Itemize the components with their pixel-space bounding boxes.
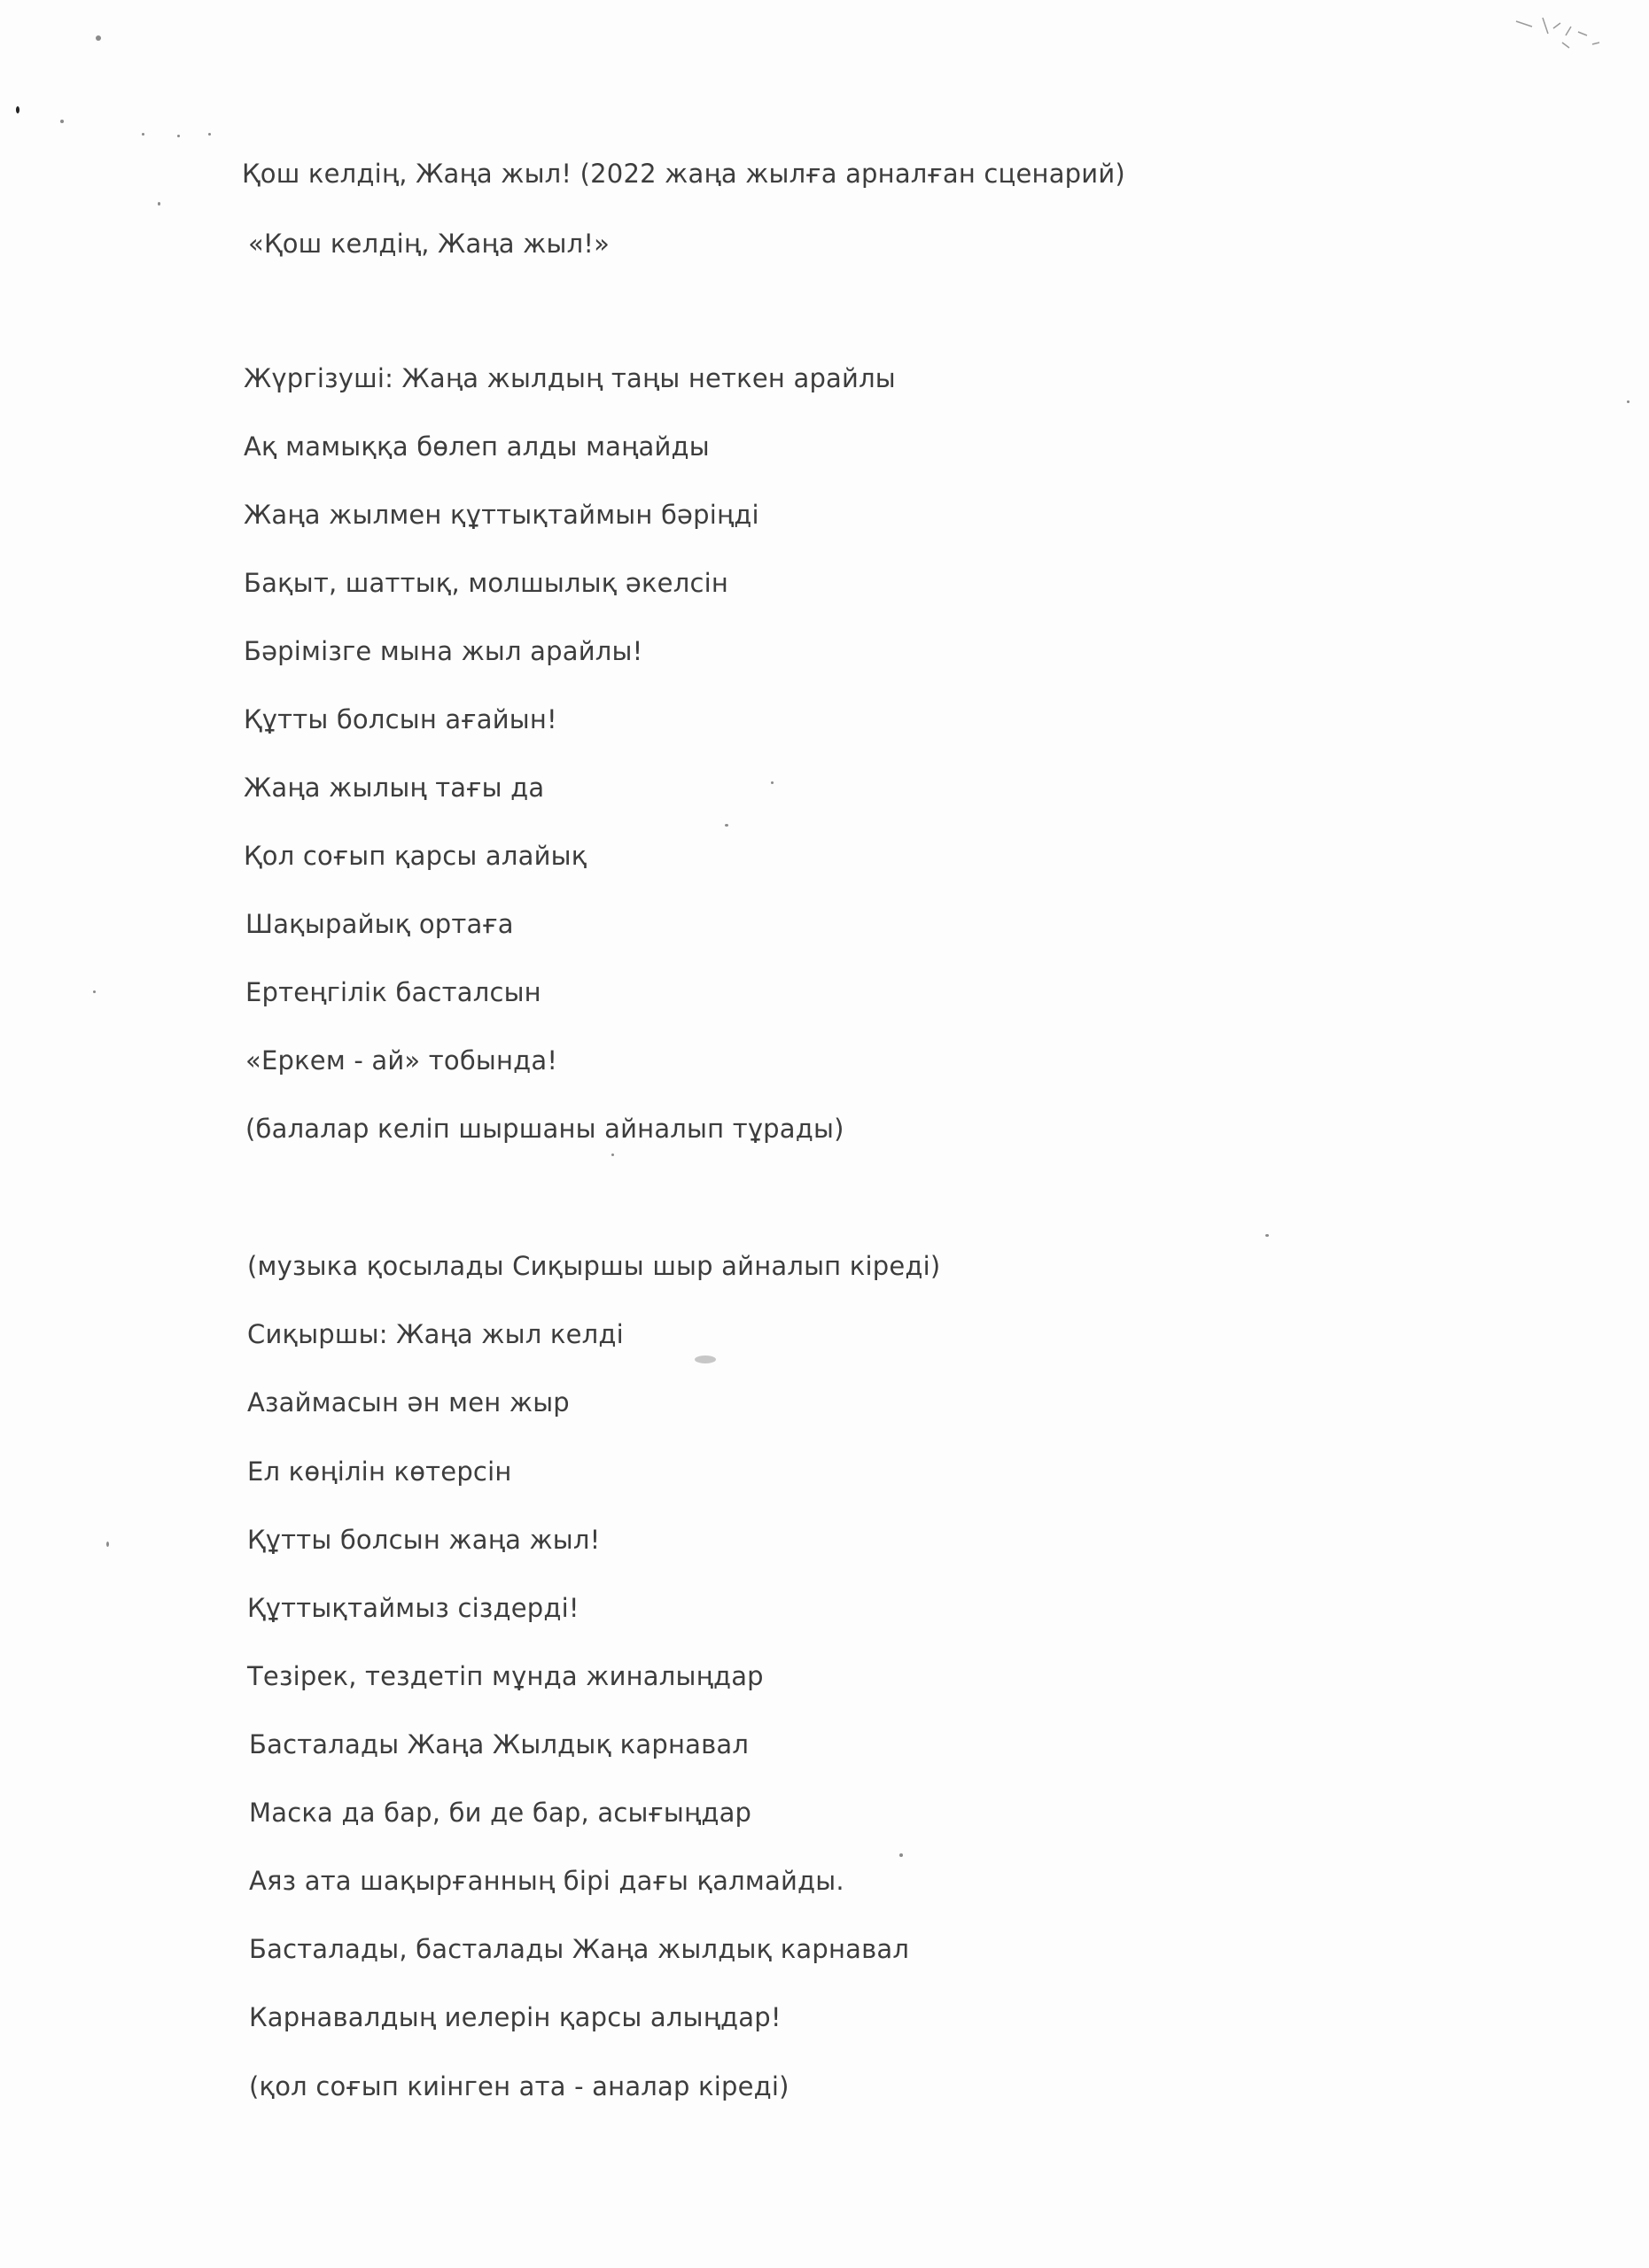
scan-speck: [93, 990, 96, 993]
stage-direction: (балалар келіп шыршаны айналып тұрады): [245, 1114, 844, 1144]
text-line: Басталады Жаңа Жылдық карнавал: [249, 1729, 750, 1759]
scan-speck: [1265, 1234, 1269, 1237]
scan-speck: [1627, 400, 1630, 403]
document-subtitle: «Қош келдің, Жаңа жыл!»: [248, 229, 611, 259]
scan-speck: [16, 106, 19, 113]
text-line: Құттықтаймыз сіздерді!: [247, 1593, 579, 1623]
text-line: Қол соғып қарсы алайық: [244, 841, 587, 871]
text-line: Маска да бар, би де бар, асығыңдар: [249, 1798, 752, 1828]
text-line: Жаңа жылмен құттықтаймын бәріңді: [244, 500, 759, 530]
text-line: Бәрімізге мына жыл арайлы!: [244, 636, 643, 666]
document-title: Қош келдің, Жаңа жыл! (2022 жаңа жылға арналған сценарий): [242, 159, 1125, 189]
text-line: Құтты болсын жаңа жыл!: [247, 1525, 601, 1555]
text-line: Шақырайық ортаға: [245, 909, 514, 939]
scan-speck: [899, 1853, 903, 1857]
text-line: Ел көңілін көтерсін: [247, 1456, 512, 1487]
scan-speck: [725, 824, 728, 827]
stage-direction: (қол соғып киінген ата - аналар кіреді): [249, 2071, 789, 2101]
text-line: Аяз ата шақырғанның бірі дағы қалмайды.: [249, 1866, 844, 1896]
scan-smudge: [695, 1355, 716, 1363]
scan-speck: [96, 35, 101, 41]
scan-corner-mark: [1507, 9, 1614, 62]
text-line: Тезірек, тездетіп мұнда жиналыңдар: [247, 1661, 764, 1691]
scan-speck: [142, 133, 144, 136]
text-line: Карнавалдың иелерін қарсы алыңдар!: [249, 2002, 782, 2032]
scan-speck: [611, 1153, 614, 1156]
text-line: Бақыт, шаттық, молшылық әкелсін: [244, 568, 729, 598]
text-line: Жаңа жылың тағы да: [244, 773, 545, 803]
text-line: «Еркем - ай» тобында!: [245, 1045, 558, 1076]
text-line: Сиқыршы: Жаңа жыл келді: [247, 1319, 624, 1349]
text-line: Құтты болсын ағайын!: [244, 704, 557, 734]
text-line: Басталады, басталады Жаңа жылдық карнавал: [249, 1934, 910, 1964]
scan-speck: [106, 1542, 109, 1547]
scan-speck: [60, 120, 64, 123]
scan-speck: [177, 135, 180, 137]
text-line: Ертеңгілік басталсын: [245, 977, 541, 1007]
text-line: Жүргізуші: Жаңа жылдың таңы неткен арайлы: [244, 363, 896, 393]
stage-direction: (музыка қосылады Сиқыршы шыр айналып кіреді): [247, 1251, 941, 1281]
scan-speck: [158, 202, 160, 206]
text-line: Ақ мамыққа бөлеп алды маңайды: [244, 431, 710, 462]
scan-speck: [208, 133, 211, 136]
scan-speck: [771, 781, 774, 784]
text-line: Азаймасын ән мен жыр: [247, 1387, 570, 1418]
